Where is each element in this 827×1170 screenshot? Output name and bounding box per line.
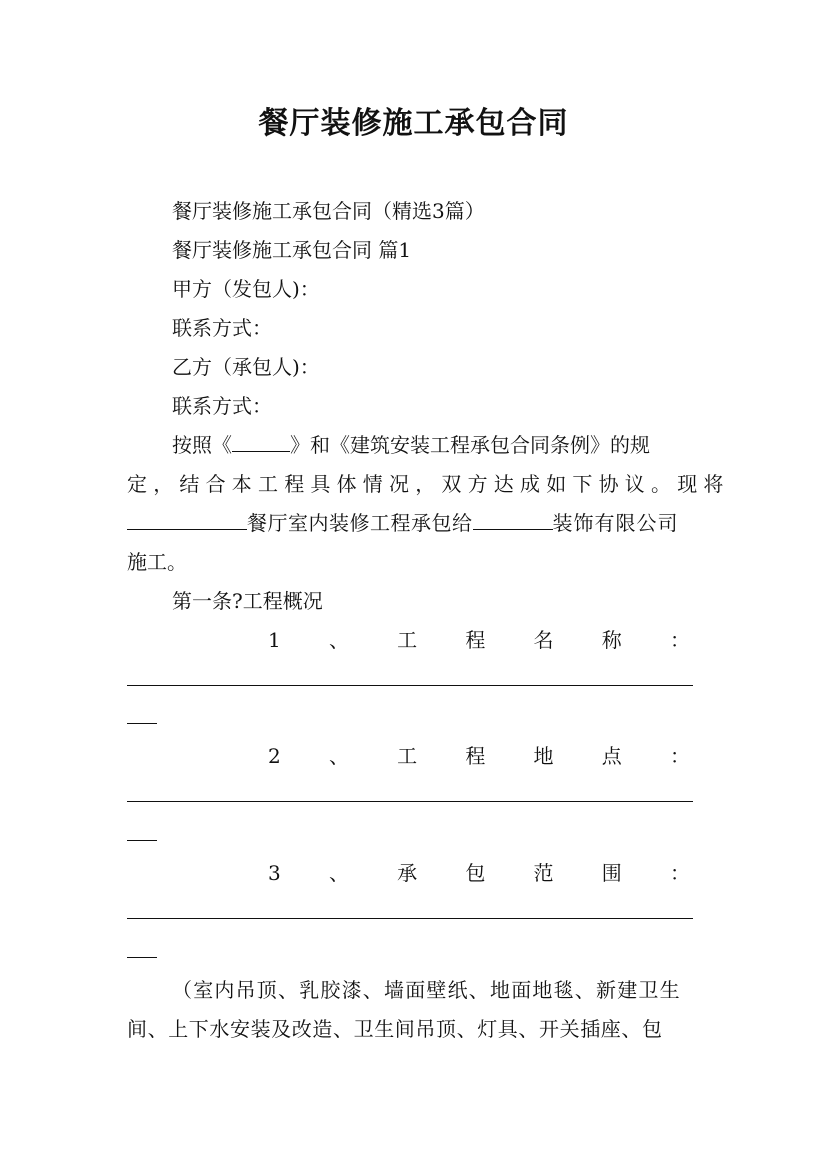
item-1-char: 程 [465,628,486,652]
item-3-number: 3 [268,861,281,885]
item-2-char: 程 [465,744,486,768]
party-a-label: 甲方（发包人)： [172,277,320,301]
item-1-sep: 、 [328,628,349,652]
blank-field-company [473,509,553,530]
item-1-number: 1 [268,628,281,652]
party-a-contact-label: 联系方式： [172,316,272,340]
item-2-sep: 、 [328,744,349,768]
blank-field-project [127,509,247,530]
document-title: 餐厅装修施工承包合同 [258,106,569,141]
party-b-label: 乙方（承包人)： [172,355,320,379]
subtitle: 餐厅装修施工承包合同（精选3篇） [172,199,485,223]
para2-text: 定，结合本工程具体情况，双方达成如下协议。现将 [127,472,730,496]
item-3-contract-scope [268,859,690,887]
item-2-char: 地 [533,744,554,768]
para1-part-a: 按照《 [172,433,232,457]
blank-line-project-location [127,801,693,802]
item-1-project-name [268,626,690,654]
para1-part-b: 》和《建筑安装工程承包合同条例》的规 [290,433,650,457]
blank-line-project-name-cont [127,723,157,724]
paragraph-line-1 [172,431,702,459]
item-1-char: 工 [397,628,418,652]
party-b-contact-label: 联系方式： [172,394,272,418]
item-1-char: 称 [601,628,622,652]
blank-line-project-name [127,685,693,686]
blank-line-contract-scope [127,918,693,919]
paragraph-line-4: 施工。 [127,550,187,574]
paragraph-line-2 [127,470,730,498]
item-2-char: 工 [397,744,418,768]
blank-line-project-location-cont [127,840,157,841]
para3-part-b: 装饰有限公司 [552,511,679,535]
item-1-char: 名 [533,628,554,652]
scope-detail-line-1: （室内吊顶、乳胶漆、墙面壁纸、地面地毯、新建卫生 [172,978,681,1002]
item-3-char: 范 [533,861,554,885]
scope-detail-line-2: 间、上下水安装及改造、卫生间吊顶、灯具、开关插座、包 [127,1017,663,1041]
blank-line-contract-scope-cont [127,957,157,958]
item-3-char: 围 [601,861,622,885]
blank-field-law [232,431,290,452]
item-2-char: 点 [601,744,622,768]
article-heading: 餐厅装修施工承包合同 篇1 [172,238,412,262]
item-3-char: 包 [465,861,486,885]
item-2-number: 2 [268,744,281,768]
clause-1-heading: 第一条?工程概况 [172,589,323,613]
item-2-colon: ： [669,744,690,768]
item-1-colon: ： [669,628,690,652]
item-3-sep: 、 [328,861,349,885]
item-3-colon: ： [669,861,690,885]
item-3-char: 承 [397,861,418,885]
item-2-project-location [268,742,690,770]
para3-part-a: 餐厅室内装修工程承包给 [247,511,473,535]
paragraph-line-3 [127,509,702,537]
